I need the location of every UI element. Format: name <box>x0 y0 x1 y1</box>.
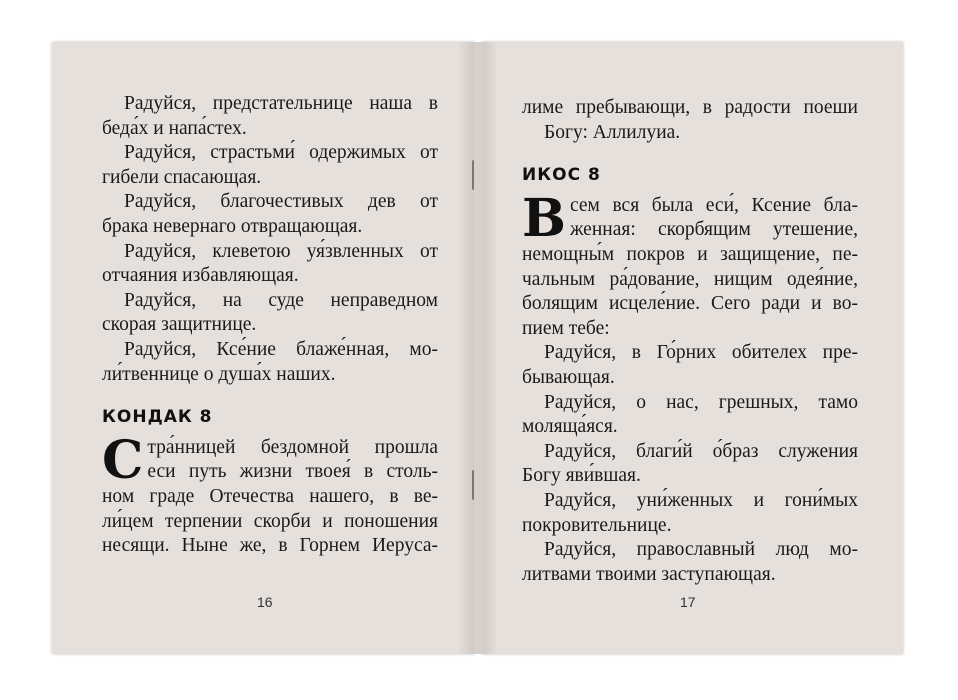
text-line: Радуйся, Ксе́ние блаже́нная, мо- <box>124 338 438 360</box>
verse-paragraph <box>102 289 438 338</box>
verse-paragraph <box>102 240 438 289</box>
verse-paragraph <box>522 341 858 390</box>
text-line: Радуйся, страстьми́ одержимых от <box>124 142 438 164</box>
verse-paragraph <box>522 391 858 440</box>
text-line: сем вся была еси́, Ксение бла- <box>569 194 858 216</box>
right-page-text <box>522 96 858 587</box>
text-line: Радуйся, на суде неправедном <box>124 289 438 311</box>
text-line: ли́твеннице о душа́х наших. <box>102 363 336 385</box>
verse-paragraph <box>102 92 438 141</box>
text-line: ли́цем терпении скорби и поношения <box>102 510 438 532</box>
text-line: тра́нницей бездомной прошла <box>147 436 438 458</box>
text-line: моляща́яся. <box>522 416 618 438</box>
text-line: болящим исцеле́ние. Сего ради и во- <box>522 293 858 315</box>
text-line: Богу: Аллилуиа. <box>544 121 681 143</box>
staple <box>472 470 480 500</box>
staple <box>472 160 480 190</box>
text-line: Радуйся, благочестивых дев от <box>124 191 438 213</box>
verse-paragraph <box>522 440 858 489</box>
text-line: бывающая. <box>522 366 615 388</box>
text-line: Радуйся, уни́женных и гони́мых <box>544 489 858 511</box>
text-line: Богу яви́вшая. <box>522 465 641 487</box>
verse-paragraph <box>102 338 438 387</box>
gutter-shadow <box>482 42 498 654</box>
kontakion-body <box>102 429 438 559</box>
page-number: 17 <box>680 594 696 610</box>
ikos-body <box>522 187 858 342</box>
text-line: чальным ра́дование, нищим одея́ние, <box>522 268 858 290</box>
text-line: женная: скорбящим утешение, <box>569 219 858 241</box>
kontakion-heading: КОНДАК 8 <box>102 407 213 428</box>
text-line: покровительнице. <box>522 514 672 536</box>
text-line: Радуйся, православный люд мо- <box>544 539 858 561</box>
left-page-text <box>102 92 438 559</box>
text-line: Радуйся, благи́й о́браз служения <box>544 440 858 462</box>
text-line: Радуйся, о нас, грешных, тамо <box>544 391 858 413</box>
text-line: отчаяния избавляющая. <box>102 265 299 287</box>
text-line: еси путь жизни твоея́ в столь- <box>147 461 438 483</box>
verse-paragraph <box>102 141 438 190</box>
verse-paragraph <box>522 538 858 587</box>
text-line: Радуйся, в Го́рних обителех пре- <box>544 342 858 364</box>
text-line: несящи. Ныне же, в Горнем Иеруса- <box>102 535 438 557</box>
text-line: ном граде Отечества нашего, в ве- <box>102 485 438 507</box>
verse-paragraph <box>102 190 438 239</box>
text-line: лиме пребывающи, в радости поеши <box>522 97 858 118</box>
text-line: беда́х и напа́стех. <box>102 117 247 139</box>
text-line: немощны́м покров и защищение, пе- <box>522 243 858 265</box>
book-spine <box>474 42 483 654</box>
drop-cap: С <box>102 429 144 491</box>
text-line: гибели спасающая. <box>102 166 262 188</box>
text-line: брака невернаго отвращающая. <box>102 215 363 237</box>
page-number: 16 <box>257 594 273 610</box>
text-line: скорая защитнице. <box>102 314 257 336</box>
drop-cap: В <box>522 187 566 249</box>
verse-paragraph <box>522 489 858 538</box>
text-line: Радуйся, предстательнице наша в <box>124 93 438 114</box>
text-line: пием тебе: <box>522 317 610 339</box>
gutter-shadow <box>457 42 475 654</box>
text-line: литвами твоими заступающая. <box>522 563 776 585</box>
text-line: Радуйся, клеветою уя́звленных от <box>124 240 438 262</box>
ikos-heading: ИКОС 8 <box>522 165 601 186</box>
